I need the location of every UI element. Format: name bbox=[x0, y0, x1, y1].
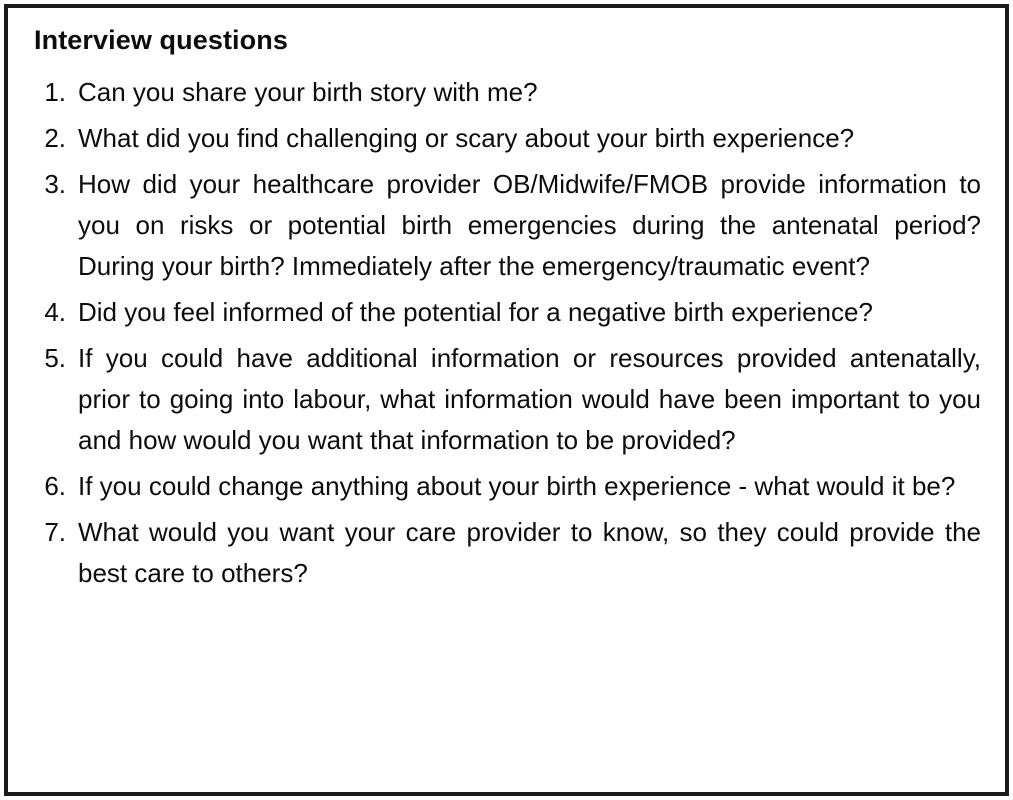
list-item-number: 3. bbox=[44, 168, 66, 199]
page-title: Interview questions bbox=[34, 25, 288, 55]
list-item bbox=[32, 164, 981, 287]
list-item-text: What would you want your care provider to know, so they could provide the best care to others? bbox=[78, 516, 981, 588]
list-item bbox=[32, 466, 981, 507]
list-item-text: If you could have additional information or resources provided antenatally, prior to going into labour, what information would have been important to you and how would you want that information to be provided? bbox=[78, 342, 981, 455]
list-item-number: 1. bbox=[44, 76, 66, 107]
list-item bbox=[32, 72, 981, 113]
list-item-text: Did you feel informed of the potential for a negative birth experience? bbox=[78, 296, 873, 327]
list-item-text: How did your healthcare provider OB/Midwife/FMOB provide information to you on risks or potential birth emergencies during the antenatal period? During your birth? Immediately after the emergency/traumatic event? bbox=[78, 168, 981, 281]
list-item-number: 5. bbox=[44, 342, 66, 373]
list-item-number: 7. bbox=[44, 516, 66, 547]
list-item bbox=[32, 118, 981, 159]
interview-questions-box bbox=[4, 4, 1009, 796]
list-item bbox=[32, 512, 981, 594]
list-item bbox=[32, 292, 981, 333]
list-item-text: What did you find challenging or scary about your birth experience? bbox=[78, 122, 855, 153]
list-item bbox=[32, 338, 981, 461]
list-item-number: 6. bbox=[44, 470, 66, 501]
list-item-text: If you could change anything about your birth experience - what would it be? bbox=[78, 470, 956, 501]
list-item-number: 2. bbox=[44, 122, 66, 153]
list-item-number: 4. bbox=[44, 296, 66, 327]
list-item-text: Can you share your birth story with me? bbox=[78, 76, 538, 107]
interview-questions-list bbox=[32, 72, 981, 594]
